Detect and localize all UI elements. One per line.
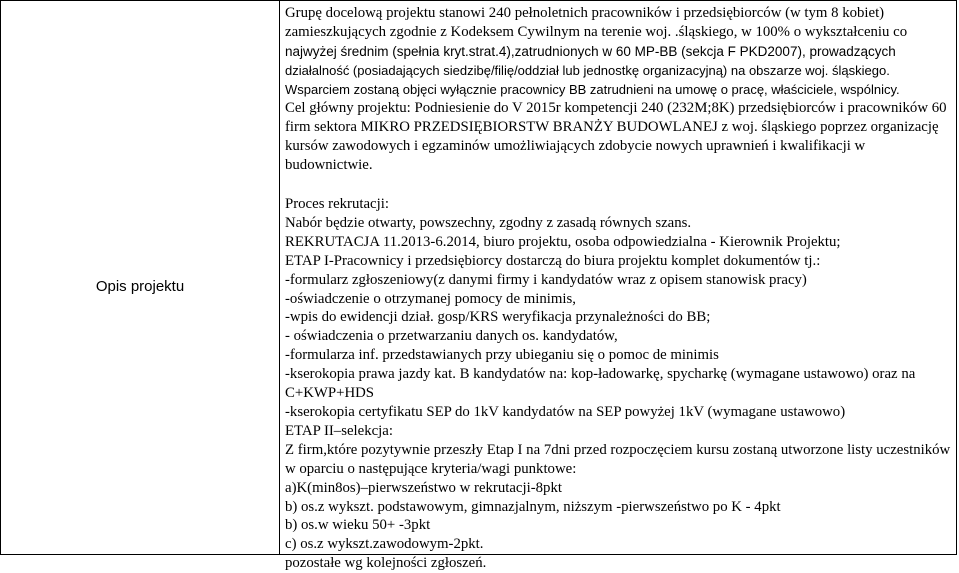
summary-line: Grupę docelową projektu stanowi 240 pełnoletnich pracowników i przedsiębiorców (w tym 8 kobiet) — [285, 5, 885, 21]
recruitment-line: -kserokopia certyfikatu SEP do 1kV kandydatów na SEP powyżej 1kV (wymagane ustawowo) — [285, 403, 846, 420]
summary-line: firm sektora MIKRO PRZEDSIĘBIORSTW BRANŻY BUDOWLANEJ z woj. śląskiego poprzez organizację — [285, 119, 939, 135]
summary-line: działalność (posiadających siedzibę/filię/oddział lub jednostkę organizacyjną) na obszarze woj. śląskiego. — [285, 63, 890, 78]
summary-line: Wsparciem zostaną objęci wyłącznie pracownicy BB zatrudnieni na umowę o pracę, właściciele, wspólnicy. — [285, 82, 900, 97]
summary-line: kursów zawodowych i egzaminów umożliwiających zdobycie nowych uprawnień i kwalifikacji w — [285, 138, 866, 154]
project-summary — [285, 4, 952, 175]
summary-line: najwyżej średnim (spełnia kryt.strat.4),zatrudnionych w 60 MP-BB (sekcja F PKD2007), prowadzących — [285, 44, 896, 59]
recruitment-line: Proces rekrutacji: — [285, 196, 389, 212]
recruitment-line: -oświadczenie o otrzymanej pomocy de minimis, — [285, 290, 576, 307]
recruitment-line: pozostałe wg kolejności zgłoszeń. — [285, 555, 487, 572]
label-cell — [1, 1, 280, 554]
recruitment-line: c) os.z wykszt.zawodowym-2pkt. — [285, 536, 484, 553]
row-label: Opis projektu — [95, 278, 185, 295]
recruitment-line: a)K(min8os)–pierwszeństwo w rekrutacji-8pkt — [285, 479, 562, 496]
recruitment-line: -wpis do ewidencji dział. gosp/KRS weryfikacja przynależności do BB; — [285, 309, 711, 326]
summary-line: budownictwie. — [285, 157, 373, 173]
recruitment-line: - oświadczenia o przetwarzaniu danych os. kandydatów, — [285, 328, 618, 345]
recruitment-line: ETAP I-Pracownicy i przedsiębiorcy dostarczą do biura projektu komplet dokumentów tj.: — [285, 252, 821, 269]
summary-line: Cel główny projektu: Podniesienie do V 2015r kompetencji 240 (232M;8K) przedsiębiorców i pracowników 60 — [285, 100, 947, 116]
recruitment-line: -kserokopia prawa jazdy kat. B kandydatów na: kop-ładowarkę, spycharkę (wymagane ustawowo) oraz na — [285, 366, 916, 383]
recruitment-line: ETAP II–selekcja: — [285, 422, 393, 439]
content-cell — [280, 1, 956, 572]
recruitment-line: b) os.z wykszt. podstawowym, gimnazjalnym, niższym -pierwszeństwo po K - 4pkt — [285, 498, 781, 515]
recruitment-line: w oparciu o następujące kryteria/wagi punktowe: — [285, 460, 577, 477]
recruitment-line: Z firm,które pozytywnie przeszły Etap I na 7dni przed rozpoczęciem kursu zostaną utworzone listy uczestników — [285, 441, 951, 458]
recruitment-line: REKRUTACJA 11.2013-6.2014, biuro projektu, osoba odpowiedzialna - Kierownik Projektu; — [285, 233, 841, 250]
recruitment-line: Nabór będzie otwarty, powszechny, zgodny z zasadą równych szans. — [285, 214, 692, 231]
recruitment-line: -formularz zgłoszeniowy(z danymi firmy i kandydatów wraz z opisem stanowisk pracy) — [285, 271, 807, 288]
recruitment-process — [285, 195, 952, 573]
recruitment-line: C+KWP+HDS — [285, 385, 375, 402]
summary-line: zamieszkujących zgodnie z Kodeksem Cywilnym na terenie woj. .śląskiego, w 100% o wykształceniu co — [285, 24, 908, 40]
recruitment-line: -formularza inf. przedstawianych przy ubieganiu się o pomoc de minimis — [285, 347, 719, 364]
recruitment-line: b) os.w wieku 50+ -3pkt — [285, 517, 431, 534]
